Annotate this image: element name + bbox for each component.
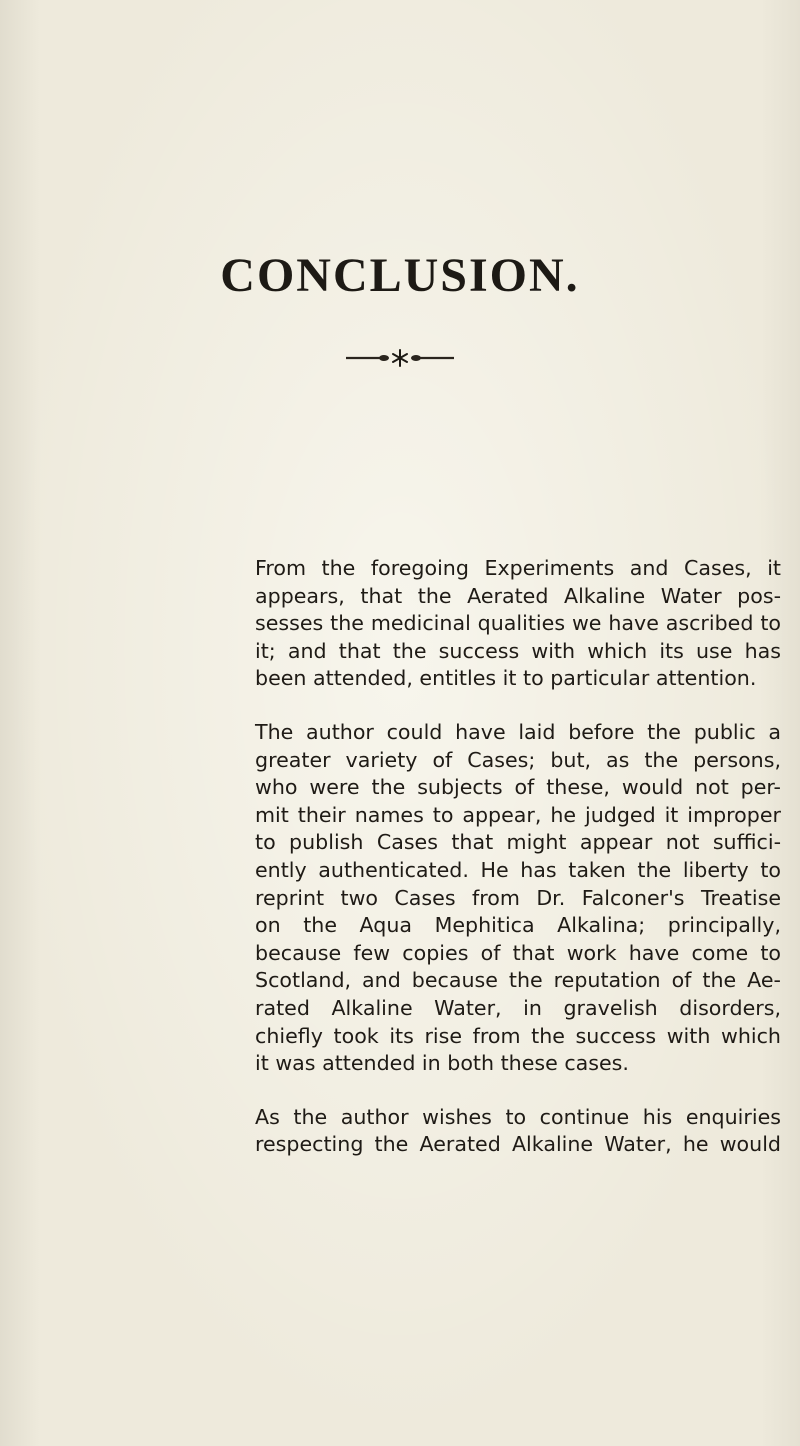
star-rule-ornament [340, 348, 460, 368]
text-line: it was attended in both these cases. [255, 1051, 629, 1076]
text-line: mit their names to appear, he judged it improper [255, 802, 781, 827]
text-line: greater variety of Cases; but, as the persons, [255, 747, 781, 772]
text-line: ently authenticated. He has taken the liberty to [255, 857, 781, 882]
body-text [255, 555, 781, 1159]
text-line: rated Alkaline Water, in gravelish disorders, [255, 995, 781, 1020]
text-line: sesses the medicinal qualities we have ascribed to [255, 611, 781, 636]
paragraph-2 [255, 719, 781, 1078]
paragraph-1 [255, 555, 781, 693]
paragraph-3 [255, 1104, 781, 1159]
text-line: As the author wishes to continue his enquiries [255, 1104, 781, 1129]
text-line: been attended, entitles it to particular attention. [255, 666, 757, 691]
text-line: on the Aqua Mephitica Alkalina; principally, [255, 913, 781, 938]
text-line: chiefly took its rise from the success with which [255, 1023, 781, 1048]
text-line: it; and that the success with which its use has [255, 638, 781, 663]
text-line: appears, that the Aerated Alkaline Water pos- [255, 583, 781, 608]
text-line: From the foregoing Experiments and Cases, it [255, 556, 781, 580]
text-line: to publish Cases that might appear not suffici- [255, 830, 781, 855]
text-line: The author could have laid before the public a [255, 719, 781, 744]
chapter-heading: CONCLUSION. [220, 249, 580, 302]
text-line: respecting the Aerated Alkaline Water, he would [255, 1132, 781, 1157]
text-line: because few copies of that work have come to [255, 940, 781, 965]
text-line: reprint two Cases from Dr. Falconer's Treatise [255, 885, 781, 910]
text-line: Scotland, and because the reputation of the Ae- [255, 968, 781, 993]
text-line: who were the subjects of these, would not per- [255, 775, 781, 800]
